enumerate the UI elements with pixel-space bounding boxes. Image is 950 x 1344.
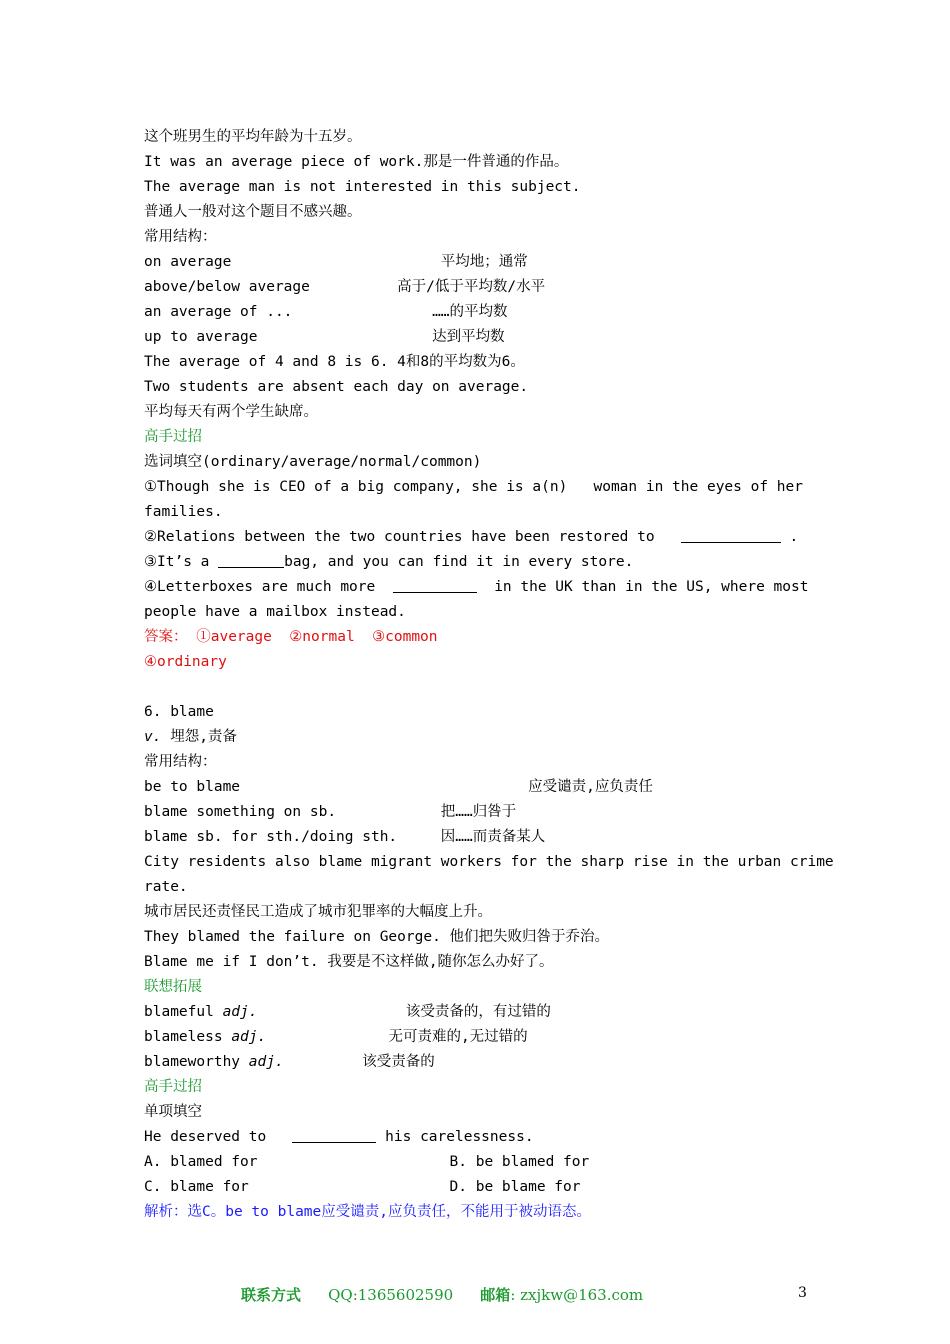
section-heading: 联想拓展 [144, 979, 202, 995]
text-line: The average man is not interested in this subject. [144, 179, 581, 195]
word-meaning: 该受责备的 [283, 1054, 435, 1070]
exercise-item: ①Though she is CEO of a big company, she is a(n) woman in the eyes of her [144, 479, 803, 495]
exercise-item [144, 552, 633, 572]
phrase-row: on average 平均地；通常 [144, 254, 528, 270]
question-text: He deserved to [144, 1129, 267, 1145]
word-row [144, 1002, 551, 1022]
phrase-row: above/below average 高于/低于平均数/水平 [144, 279, 546, 295]
exercise-text: bag, and you can find it in every store. [284, 554, 634, 570]
phrase-row: up to average 达到平均数 [144, 329, 505, 345]
answer-blank [393, 578, 477, 593]
text-line: They blamed the failure on George. 他们把失败归咎于乔治。 [144, 929, 610, 945]
option-row: A. blamed for B. be blamed for [144, 1154, 590, 1170]
text-line: It was an average piece of work.那是一件普通的作品。 [144, 154, 569, 170]
footer-contact-label: 联系方式 [241, 1286, 302, 1304]
answer-line: 答案： ①average ②normal ③common [144, 629, 438, 645]
exercise-text: ②Relations between the two countries have been restored to [144, 529, 655, 545]
explanation-line: 解析：选C。be to blame应受谴责,应负责任，不能用于被动语态。 [144, 1204, 591, 1220]
exercise-heading: 高手过招 [144, 1079, 202, 1095]
text-line: rate. [144, 879, 188, 895]
definition-line [144, 727, 237, 747]
exercise-item: families. [144, 504, 223, 520]
answer-blank [292, 1128, 376, 1143]
question-text: his carelessness. [376, 1129, 534, 1145]
phrase-row: be to blame 应受谴责,应负责任 [144, 779, 653, 795]
page-number: 3 [798, 1285, 807, 1301]
phrase-row: blame something on sb. 把……归咎于 [144, 804, 517, 820]
answer-line: ④ordinary [144, 654, 227, 670]
exercise-text: in the UK than in the US, where most [494, 579, 809, 595]
footer-email: : zxjkw@163.com [510, 1286, 644, 1304]
part-of-speech: adj. [248, 1054, 284, 1070]
word-row [144, 1052, 435, 1072]
entry-heading: 6. blame [144, 704, 214, 720]
word: blameful [144, 1004, 223, 1020]
section-heading: 常用结构： [144, 754, 217, 770]
word-meaning: 该受责备的，有过错的 [257, 1004, 551, 1020]
phrase-row: blame sb. for sth./doing sth. 因……而责备某人 [144, 829, 546, 845]
option-row: C. blame for D. be blame for [144, 1179, 581, 1195]
answer-blank [681, 528, 781, 543]
part-of-speech: adj. [222, 1004, 258, 1020]
text-line: The average of 4 and 8 is 6. 4和8的平均数为6。 [144, 354, 525, 370]
footer-qq: QQ:1365602590 [328, 1286, 454, 1304]
exercise-item: ②Relations between the two countries have been restored to . [144, 529, 799, 545]
exercise-text: ④Letterboxes are much more [144, 579, 376, 595]
text-line: 普通人一般对这个题目不感兴趣。 [144, 204, 362, 220]
text-line: 平均每天有两个学生缺席。 [144, 404, 318, 420]
text-line: 这个班男生的平均年龄为十五岁。 [144, 129, 362, 145]
exercise-item: people have a mailbox instead. [144, 604, 406, 620]
part-of-speech: v. [144, 729, 162, 745]
exercise-item [144, 577, 808, 597]
word-row [144, 1027, 528, 1047]
exercise-instruction: 选词填空(ordinary/average/normal/common) [144, 454, 482, 470]
text-line: Blame me if I don’t. 我要是不这样做,随你怎么办好了。 [144, 954, 554, 970]
section-heading: 常用结构： [144, 229, 217, 245]
question-line [144, 1127, 534, 1147]
text-line: 城市居民还责怪民工造成了城市犯罪率的大幅度上升。 [144, 904, 492, 920]
definition-text: 埋怨,责备 [161, 729, 237, 745]
answer-blank [218, 553, 284, 568]
text-line: City residents also blame migrant workers for the sharp rise in the urban crime [144, 854, 834, 870]
phrase-row: an average of ... ……的平均数 [144, 304, 508, 320]
footer [241, 1285, 643, 1305]
part-of-speech: adj. [231, 1029, 267, 1045]
word-meaning: 无可责难的,无过错的 [266, 1029, 528, 1045]
exercise-instruction: 单项填空 [144, 1104, 202, 1120]
exercise-heading: 高手过招 [144, 429, 202, 445]
text-line: Two students are absent each day on average. [144, 379, 529, 395]
exercise-text: ③It’s a [144, 554, 219, 570]
word: blameworthy [144, 1054, 249, 1070]
word: blameless [144, 1029, 232, 1045]
footer-email-label: 邮箱 [480, 1286, 511, 1304]
